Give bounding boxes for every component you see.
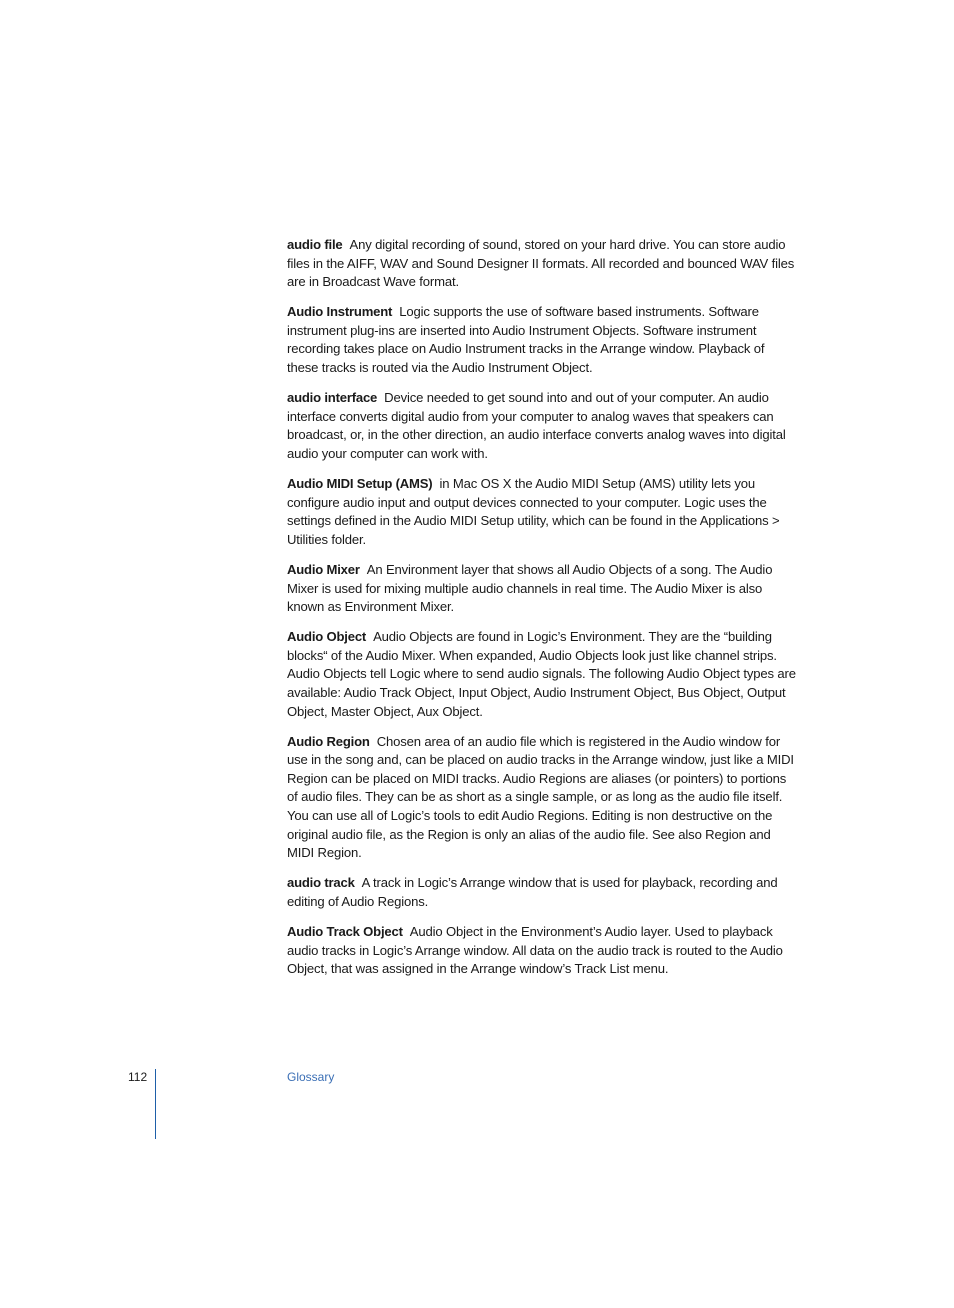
glossary-term: Audio Track Object xyxy=(287,924,403,939)
footer-section-name: Glossary xyxy=(287,1070,335,1084)
glossary-definition: Chosen area of an audio file which is registered in the Audio window for use in the song and, can be placed on audio tracks in the Arrange window, just like a MIDI Region can be placed on MIDI tracks. Audio Regions are aliases (or pointers) to portions of audio files. They can be as short as a single sample, or as long as the audio file itself. You can use all of Logic’s tools to edit Audio Regions. Editing is non destructive on the original audio file, as the Region is only an alias of the audio file. See also Region and MIDI Region. xyxy=(287,733,794,861)
glossary-definition: Audio Objects are found in Logic’s Environment. They are the “building blocks“ of the Audio Mixer. When expanded, Audio Objects look just like channel strips. Audio Objects tell Logic where to send audio signals. The following Audio Object types are available: Audio Track Object, Input Object, Audio Instrument Object, Bus Object, Output Object, Master Object, Aux Object. xyxy=(287,629,796,719)
glossary-entry-audio-file xyxy=(287,236,797,292)
glossary-term: audio track xyxy=(287,875,355,891)
glossary-entry-audio-interface xyxy=(287,389,797,463)
glossary-definition: Any digital recording of sound, stored on your hard drive. You can store audio files in the AIFF, WAV and Sound Designer II formats. All recorded and bounced WAV files are in Broadcast Wave format. xyxy=(287,237,795,290)
glossary-entry-audio-region xyxy=(287,733,797,863)
glossary-term: Audio Region xyxy=(287,733,370,749)
glossary-definition: A track in Logic’s Arrange window that is used for playback, recording and editing of Audio Regions. xyxy=(287,875,778,909)
glossary-entry-audio-object xyxy=(287,628,797,721)
glossary-term: Audio Instrument xyxy=(287,304,393,320)
glossary-term: audio file xyxy=(287,237,343,252)
glossary-entry-audio-track-object xyxy=(287,923,797,979)
glossary-definition: in Mac OS X the Audio MIDI Setup (AMS) utility lets you configure audio input and output devices connected to your computer. Logic uses the settings defined in the Audio MIDI Setup utility, which can be found in the Applications > Utilities folder. xyxy=(287,476,780,547)
footer-divider xyxy=(155,1069,156,1139)
glossary-term: audio interface xyxy=(287,390,378,406)
glossary-content xyxy=(287,236,797,990)
page-number: 112 xyxy=(128,1070,148,1084)
glossary-definition: An Environment layer that shows all Audio Objects of a song. The Audio Mixer is used for mixing multiple audio channels in real time. The Audio Mixer is also known as Environment Mixer. xyxy=(287,561,773,615)
glossary-definition: Logic supports the use of software based instruments. Software instrument plug-ins are inserted into Audio Instrument Objects. Software instrument recording takes place on Audio Instrument tracks in the Arrange window. Playback of these tracks is routed via the Audio Instrument Object. xyxy=(287,304,765,376)
glossary-entry-audio-track xyxy=(287,874,797,911)
glossary-term: Audio Mixer xyxy=(287,561,360,577)
glossary-definition: Device needed to get sound into and out of your computer. An audio interface converts digital audio from your computer to analog waves that speakers can broadcast, or, in the other direction, an audio interface converts analog waves into digital audio your computer can work with. xyxy=(287,390,786,461)
glossary-entry-audio-instrument xyxy=(287,303,797,377)
glossary-entry-audio-midi-setup xyxy=(287,475,797,549)
glossary-definition: Audio Object in the Environment’s Audio layer. Used to playback audio tracks in Logic’s Arrange window. All data on the audio track is routed to the Audio Object, that was assigned in the Arrange window’s Track List menu. xyxy=(287,924,783,977)
glossary-term: Audio MIDI Setup (AMS) xyxy=(287,476,433,492)
glossary-term: Audio Object xyxy=(287,629,367,645)
glossary-entry-audio-mixer xyxy=(287,561,797,617)
